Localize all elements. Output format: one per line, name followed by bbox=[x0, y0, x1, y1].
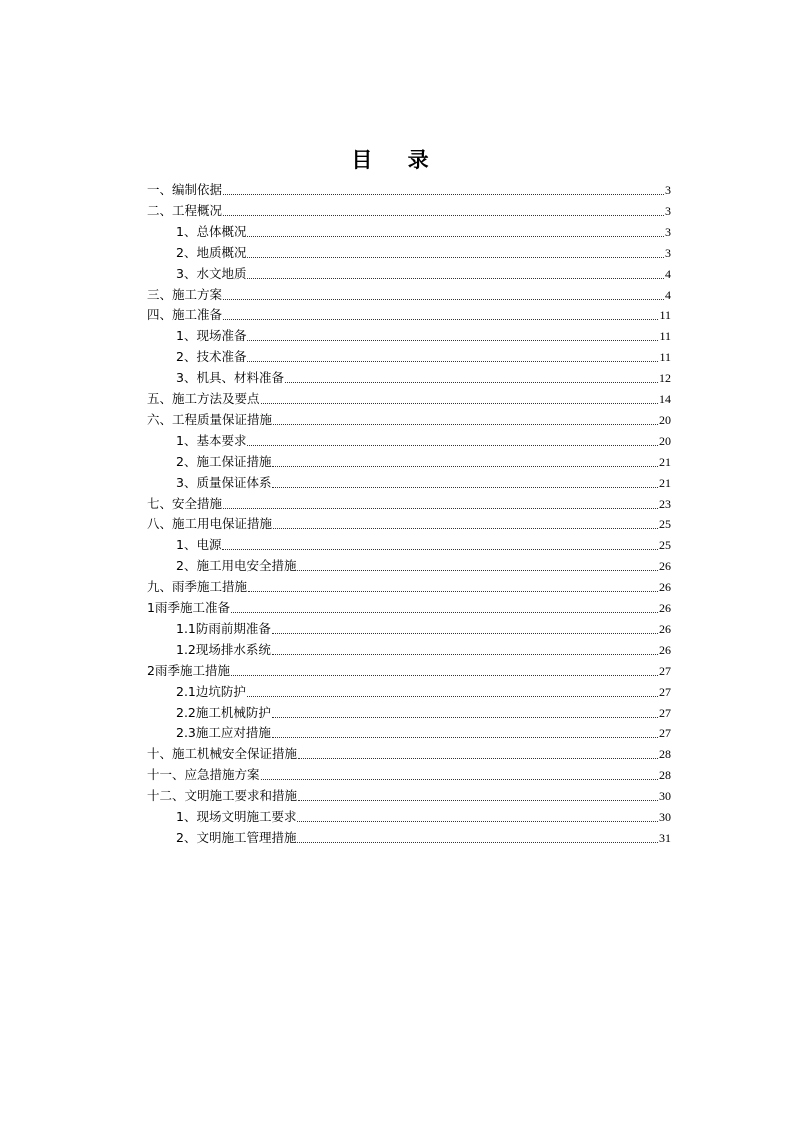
toc-entry-page-number: 4 bbox=[665, 266, 671, 281]
toc-entry[interactable] bbox=[176, 431, 671, 451]
toc-entry-label: 1、电源 bbox=[176, 537, 222, 553]
toc-entry-page-number: 25 bbox=[659, 517, 671, 532]
dot-leader bbox=[298, 800, 658, 801]
dot-leader bbox=[297, 842, 658, 843]
toc-entry-label: 十、施工机械安全保证措施 bbox=[147, 746, 298, 762]
toc-entry[interactable] bbox=[147, 285, 671, 305]
toc-entry[interactable] bbox=[147, 661, 671, 681]
toc-entry-label: 四、施工准备 bbox=[147, 307, 223, 323]
toc-entry-page-number: 31 bbox=[659, 830, 671, 845]
toc-entry-label: 2、施工用电安全措施 bbox=[176, 558, 297, 574]
toc-entry[interactable] bbox=[176, 828, 671, 848]
toc-entry-label: 3、机具、材料准备 bbox=[176, 370, 284, 386]
toc-entry-label: 1.1防雨前期准备 bbox=[176, 620, 271, 636]
dot-leader bbox=[247, 340, 658, 341]
toc-entry-page-number: 11 bbox=[659, 329, 671, 344]
toc-entry-page-number: 20 bbox=[659, 412, 671, 427]
toc-entry-label: 十一、应急措施方案 bbox=[147, 767, 260, 783]
dot-leader bbox=[223, 299, 664, 300]
dot-leader bbox=[247, 236, 664, 237]
toc-entry-page-number: 27 bbox=[659, 726, 671, 741]
toc-entry-page-number: 20 bbox=[659, 433, 671, 448]
toc-entry-page-number: 3 bbox=[665, 245, 671, 260]
toc-entry-label: 2.2施工机械防护 bbox=[176, 704, 271, 720]
toc-entry-label: 2.3施工应对措施 bbox=[176, 725, 271, 741]
toc-entry[interactable] bbox=[147, 389, 671, 409]
toc-entry-page-number: 27 bbox=[659, 705, 671, 720]
toc-entry[interactable] bbox=[176, 807, 671, 827]
toc-entry-label: 七、安全措施 bbox=[147, 495, 223, 511]
toc-entry-label: 2雨季施工措施 bbox=[147, 662, 230, 678]
toc-entry[interactable] bbox=[176, 703, 671, 723]
toc-entry-page-number: 11 bbox=[659, 350, 671, 365]
toc-entry-label: 2.1边坑防护 bbox=[176, 683, 246, 699]
toc-entry-label: 2、技术准备 bbox=[176, 349, 247, 365]
dot-leader bbox=[298, 758, 658, 759]
dot-leader bbox=[231, 675, 658, 676]
toc-entry-page-number: 11 bbox=[659, 308, 671, 323]
toc-entry[interactable] bbox=[147, 786, 671, 806]
toc-entry[interactable] bbox=[176, 347, 671, 367]
toc-entry-page-number: 27 bbox=[659, 663, 671, 678]
dot-leader bbox=[222, 549, 658, 550]
dot-leader bbox=[247, 278, 664, 279]
toc-entry-page-number: 3 bbox=[665, 183, 671, 197]
toc-entry-page-number: 28 bbox=[659, 747, 671, 762]
toc-entry-label: 2、施工保证措施 bbox=[176, 453, 272, 469]
dot-leader bbox=[261, 403, 658, 404]
toc-entry[interactable] bbox=[176, 243, 671, 263]
toc-entry-page-number: 30 bbox=[659, 789, 671, 804]
toc-entry[interactable] bbox=[147, 577, 671, 597]
toc-entry[interactable] bbox=[147, 765, 671, 785]
toc-entry[interactable] bbox=[147, 201, 671, 221]
toc-entry-page-number: 27 bbox=[659, 684, 671, 699]
toc-entry[interactable] bbox=[147, 744, 671, 764]
dot-leader bbox=[247, 257, 664, 258]
toc-entry-page-number: 26 bbox=[659, 621, 671, 636]
dot-leader bbox=[248, 591, 658, 592]
toc-entry-label: 1、基本要求 bbox=[176, 432, 247, 448]
toc-entry-page-number: 26 bbox=[659, 580, 671, 595]
toc-entry-page-number: 4 bbox=[665, 287, 671, 302]
toc-entry-label: 五、施工方法及要点 bbox=[147, 391, 260, 406]
toc-entry[interactable] bbox=[176, 619, 671, 639]
dot-leader bbox=[231, 612, 658, 613]
toc-entry-page-number: 14 bbox=[659, 392, 671, 406]
toc-entry-label: 1、总体概况 bbox=[176, 223, 247, 239]
dot-leader bbox=[261, 779, 658, 780]
toc-entry-label: 1、现场文明施工要求 bbox=[176, 809, 297, 824]
toc-entry-label: 2、文明施工管理措施 bbox=[176, 829, 297, 845]
dot-leader bbox=[247, 696, 658, 697]
toc-entry-page-number: 28 bbox=[659, 768, 671, 783]
toc-entry-label: 2、地质概况 bbox=[176, 244, 247, 260]
toc-entry[interactable] bbox=[147, 410, 671, 430]
toc-entry-label: 六、工程质量保证措施 bbox=[147, 411, 273, 427]
toc-entry[interactable] bbox=[176, 368, 671, 388]
dot-leader bbox=[247, 445, 658, 446]
toc-entry[interactable] bbox=[147, 494, 671, 514]
toc-entry-label: 一、编制依据 bbox=[147, 182, 223, 197]
toc-entry[interactable] bbox=[147, 180, 671, 200]
toc-entry[interactable] bbox=[176, 640, 671, 660]
toc-entry[interactable] bbox=[176, 326, 671, 346]
toc-entry-label: 八、施工用电保证措施 bbox=[147, 516, 273, 532]
dot-leader bbox=[272, 487, 658, 488]
toc-entry[interactable] bbox=[147, 598, 671, 618]
dot-leader bbox=[223, 215, 664, 216]
toc-entry[interactable] bbox=[147, 305, 671, 325]
dot-leader bbox=[223, 194, 664, 195]
dot-leader bbox=[272, 633, 658, 634]
toc-entry[interactable] bbox=[176, 452, 671, 472]
toc-entry-page-number: 12 bbox=[659, 371, 671, 386]
toc-entry-page-number: 26 bbox=[659, 601, 671, 615]
toc-entry-label: 1雨季施工准备 bbox=[147, 600, 230, 615]
toc-entry[interactable] bbox=[176, 556, 671, 576]
dot-leader bbox=[272, 466, 658, 467]
toc-entry-label: 1.2现场排水系统 bbox=[176, 641, 271, 657]
dot-leader bbox=[247, 361, 658, 362]
dot-leader bbox=[272, 737, 658, 738]
dot-leader bbox=[223, 319, 658, 320]
dot-leader bbox=[285, 382, 658, 383]
toc-entry[interactable] bbox=[176, 535, 671, 555]
toc-entry-page-number: 26 bbox=[659, 559, 671, 574]
toc-entry[interactable] bbox=[176, 222, 671, 242]
toc-entry-page-number: 3 bbox=[665, 203, 671, 218]
toc-entry-page-number: 23 bbox=[659, 496, 671, 511]
toc-entry-label: 三、施工方案 bbox=[147, 286, 223, 302]
toc-entry-label: 十二、文明施工要求和措施 bbox=[147, 788, 298, 804]
toc-entry-page-number: 21 bbox=[659, 475, 671, 490]
toc-entry-page-number: 21 bbox=[659, 454, 671, 469]
dot-leader bbox=[273, 528, 658, 529]
dot-leader bbox=[272, 717, 658, 718]
toc-entry-label: 二、工程概况 bbox=[147, 202, 223, 218]
toc-entry-label: 1、现场准备 bbox=[176, 328, 247, 344]
dot-leader bbox=[273, 424, 658, 425]
toc-entry-page-number: 30 bbox=[659, 810, 671, 824]
toc-entry-label: 3、质量保证体系 bbox=[176, 474, 272, 490]
dot-leader bbox=[297, 570, 658, 571]
toc-entry-page-number: 26 bbox=[659, 642, 671, 657]
toc-entry-page-number: 25 bbox=[659, 538, 671, 553]
dot-leader bbox=[297, 821, 658, 822]
toc-entry-label: 九、雨季施工措施 bbox=[147, 579, 248, 595]
toc-entry[interactable] bbox=[176, 723, 671, 743]
dot-leader bbox=[223, 508, 658, 509]
toc-entry[interactable] bbox=[147, 514, 671, 534]
dot-leader bbox=[272, 654, 658, 655]
toc-entry[interactable] bbox=[176, 473, 671, 493]
toc-entry-label: 3、水文地质 bbox=[176, 265, 247, 281]
toc-entry-page-number: 3 bbox=[665, 224, 671, 239]
page-title: 目 录 bbox=[351, 147, 443, 172]
toc-entry[interactable] bbox=[176, 264, 671, 284]
toc-entry[interactable] bbox=[176, 682, 671, 702]
